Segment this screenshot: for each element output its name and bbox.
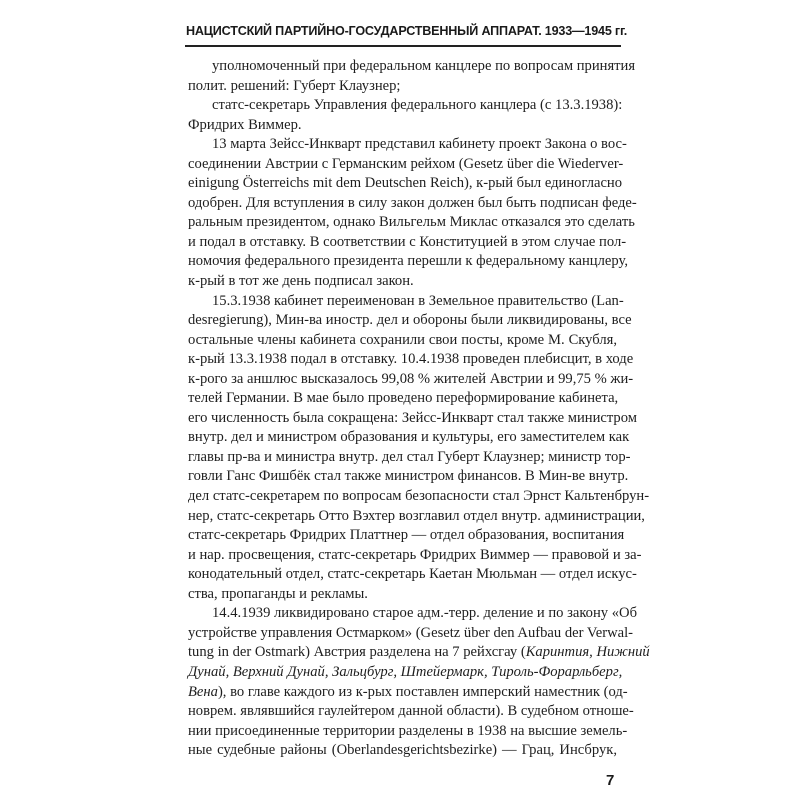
text-segment: остальные члены кабинета сохранили свои посты, кроме М. Скубля, [188,331,617,348]
text-line [188,135,627,155]
text-segment: дел статс-секретарем по вопросам безопасности стал Эрнст Кальтенбрун- [188,488,650,505]
text-line [188,174,623,194]
text-segment: его численность была сокращена: Зейсс-Инкварт стал также министром [188,409,637,426]
paragraph [188,135,637,291]
text-line [188,487,650,507]
text-line [188,565,637,585]
text-segment: к-рый в тот же день подписал закон. [188,273,414,290]
header-rule [185,45,621,47]
text-segment: tung in der Ostmark) Австрия разделена на 7 рейхсгау ( [188,644,526,661]
text-line [188,546,642,566]
text-segment: соединении Австрии с Германским рейхом (Gesetz über die Wiederver- [188,155,624,172]
text-segment: нии присоединенные территории разделены в 1938 на высшие земель- [188,722,628,739]
text-line [188,252,628,272]
text-line [188,370,634,390]
text-segment: ральным президентом, однако Вильгельм Миклас отказался это сделать [188,214,635,231]
text-segment: ные судебные районы (Oberlandesgerichtsbezirke) — Грац, Инсбрук, [188,742,617,759]
text-line [188,292,624,312]
text-segment: и подал в отставку. В соответствии с Конституцией в этом случае пол- [188,233,627,250]
italic-text: Дунай, Верхний Дунай, Зальцбург, Штейермарк, Тироль-Форарльберг, [188,663,623,680]
paragraph [188,57,636,96]
text-segment: телей Германии. В мае было проведено переформирование кабинета, [188,390,619,407]
text-line [188,585,617,605]
text-segment: нер, статс-секретарь Отто Вэхтер возглавил отдел внутр. администрации, [188,507,645,524]
text-line [188,96,623,116]
text-line [188,350,634,370]
text-line [188,624,634,644]
text-line [188,155,624,175]
text-segment: одобрен. Для вступления в силу закон должен был быть подписан феде- [188,194,637,211]
text-segment: полит. решений: Губерт Клаузнер; [188,77,401,94]
text-segment: главы пр-ва и министра внутр. дел стал Губерт Клаузнер; министр тор- [188,448,631,465]
text-segment: ), во главе каждого из к-рых поставлен имперский наместник (од- [217,683,628,700]
text-segment: einigung Österreichs mit dem Deutschen Reich), к-рый был единогласно [188,175,623,192]
text-line [188,194,637,214]
text-segment: говли Ганс Фишбёк стал также министром финансов. В Мин-ве внутр. [188,468,629,485]
text-line [188,213,635,233]
text-segment: 15.3.1938 кабинет переименован в Земельное правительство (Lan- [212,292,624,309]
text-segment: к-рый 13.3.1938 подал в отставку. 10.4.1938 проведен плебисцит, в ходе [188,351,634,368]
text-segment: статс-секретарь Фридрих Платтнер — отдел образования, воспитания [188,527,625,544]
text-line [188,604,637,624]
text-line [188,722,628,742]
paragraph [188,604,650,760]
text-segment: 14.4.1939 ликвидировано старое адм.-терр. деление и по закону «Об [212,605,637,622]
text-segment: к-рого за аншлюс высказалось 99,08 % жителей Австрии и 99,75 % жи- [188,370,634,387]
text-segment: номочия федерального президента перешли к федеральному канцлеру, [188,253,628,270]
text-segment: ства, пропаганды и рекламы. [188,585,368,602]
page-number: 7 [606,772,615,789]
text-line [188,77,617,97]
page-body-text [188,57,650,761]
text-segment: статс-секретарь Управления федерального канцлера (с 13.3.1938): [212,97,623,114]
paragraph [188,292,650,605]
text-line [188,702,634,722]
text-segment: и нар. просвещения, статс-секретарь Фридрих Виммер — правовой и за- [188,546,642,563]
text-segment: устройстве управления Остмарком» (Gesetz über den Aufbau der Verwal- [188,624,634,641]
text-line [188,389,617,409]
text-line [188,57,636,77]
text-segment: уполномоченный при федеральном канцлере по вопросам принятия [212,58,636,74]
text-line [188,233,627,253]
italic-text: Каринтия, Нижний [525,644,650,661]
text-line [188,643,650,663]
text-segment: конодательный отдел, статс-секретарь Каетан Мюльман — отдел искус- [188,566,637,583]
text-line [188,448,631,468]
text-line [188,467,629,487]
text-line [188,683,628,703]
paragraph [188,96,623,135]
running-header: НАЦИСТСКИЙ ПАРТИЙНО-ГОСУДАРСТВЕННЫЙ АППАРАТ. 1933—1945 гг. [186,24,628,38]
text-line [188,311,632,331]
text-line [188,507,645,527]
italic-text: Вена [188,683,218,700]
text-line [188,428,630,448]
text-segment: desregierung), Мин-ва иностр. дел и обороны были ликвидированы, все [188,312,632,329]
text-line [188,741,617,761]
text-line [188,409,637,429]
text-line [188,663,623,683]
text-line [188,272,617,292]
text-line [188,331,617,351]
text-line [188,526,625,546]
text-segment: 13 марта Зейсс-Инкварт представил кабинету проект Закона о вос- [212,136,627,153]
text-segment: внутр. дел и министром образования и культуры, его заместителем как [188,429,630,446]
text-segment: Фридрих Виммер. [188,116,302,133]
text-line [188,116,617,136]
text-segment: новрем. являвшийся гаулейтером данной области). В судебном отноше- [188,703,634,720]
